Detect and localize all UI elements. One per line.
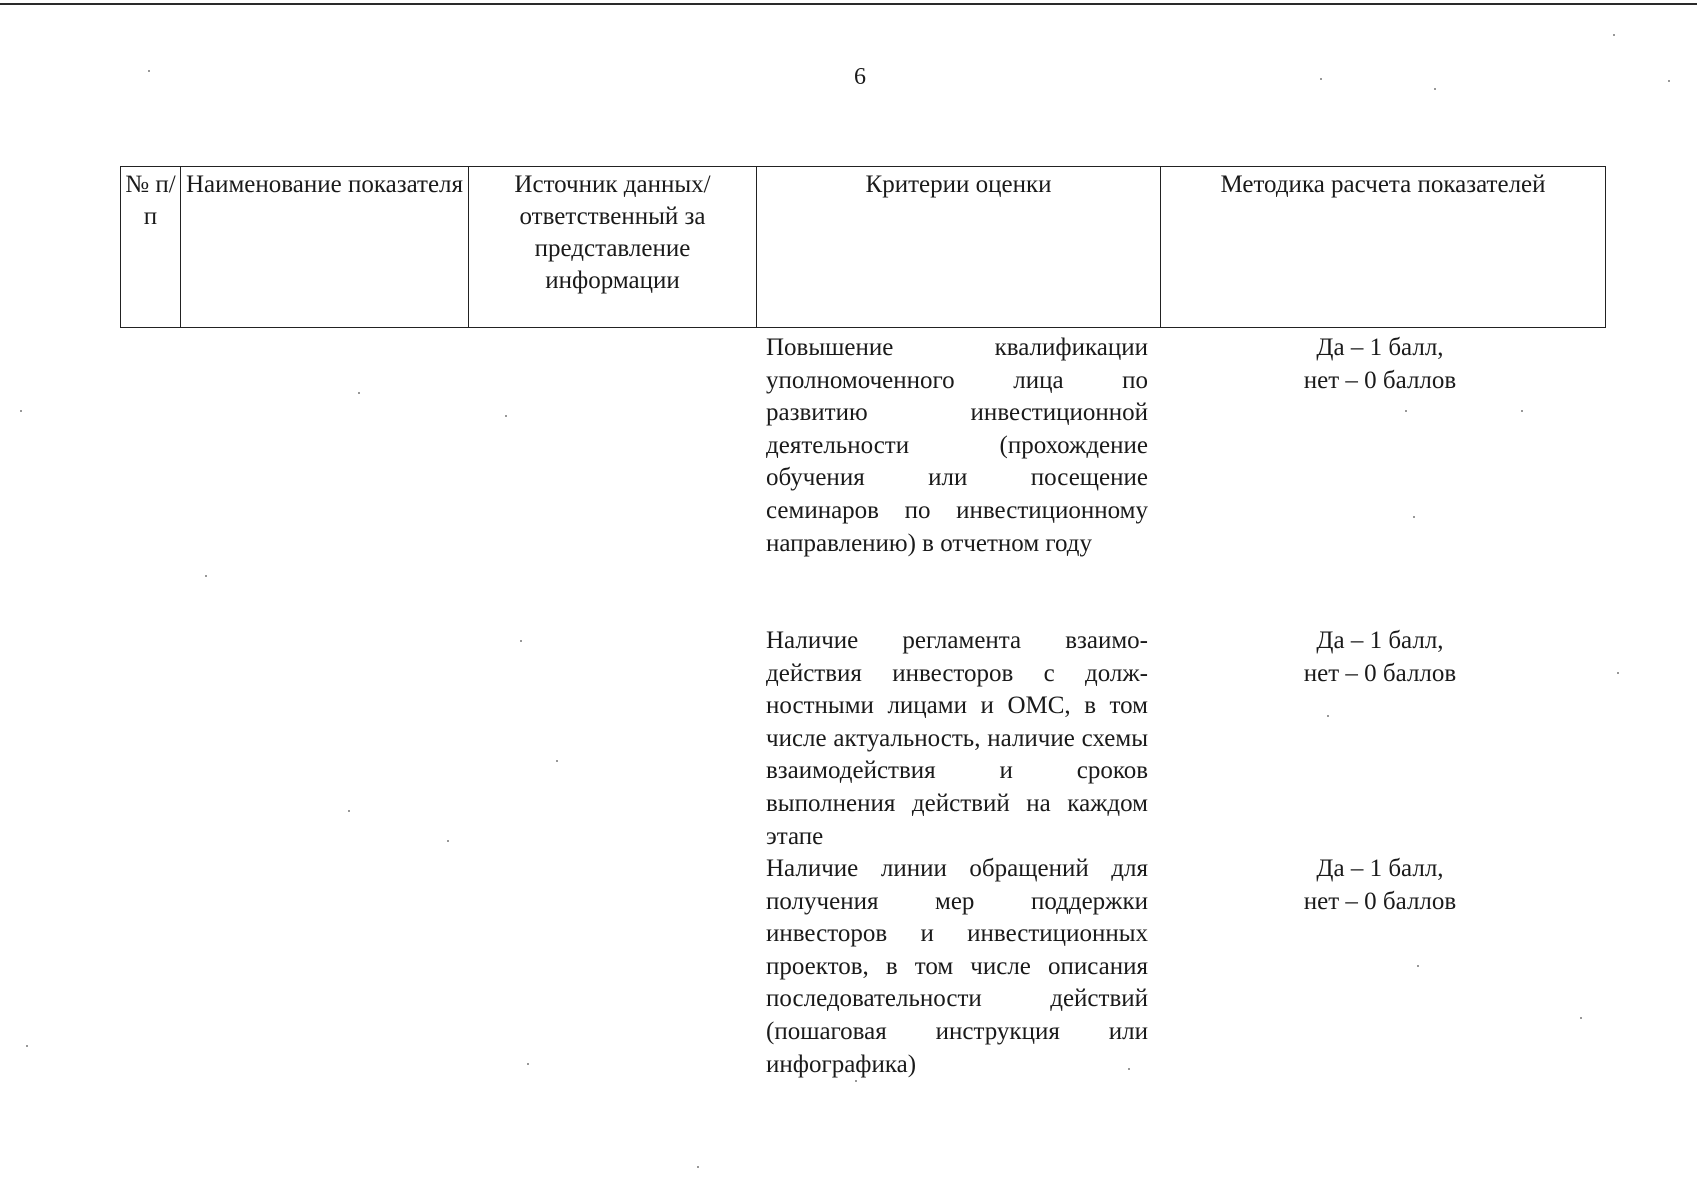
criteria-text: Наличие линии обращений для получения мер поддержки инвесторов и инвестиционных проектов, в том числе описания последовательности действий (пошаговая инструкция или инфографика) (766, 855, 1148, 1078)
scan-speck (1417, 965, 1419, 967)
score-method (1240, 625, 1520, 690)
score-no: нет – 0 баллов (1303, 659, 1457, 687)
score-no: нет – 0 баллов (1303, 887, 1457, 915)
criteria-text: Повышение квалификации уполномоченного лица по развитию инвестиционной деятельности (прохождение обучения или посещение семинаров по инвестиционному направлению) в отчетном году (766, 334, 1148, 557)
scan-speck (26, 1045, 28, 1047)
scan-speck (1327, 715, 1329, 717)
column-header-number: № п/п (121, 167, 181, 328)
score-yes: Да – 1 балл, (1316, 627, 1444, 654)
score-yes: Да – 1 балл, (1316, 855, 1444, 882)
column-header-data-source: Источник данных/ ответственный за представление информации (469, 167, 757, 328)
scan-speck (348, 810, 350, 812)
scan-speck (447, 840, 449, 842)
scan-speck (1434, 88, 1436, 90)
scan-speck (358, 392, 360, 394)
scan-speck (1668, 80, 1670, 82)
criteria-text: Наличие регламента взаимодействия инвесторов с должностными лицами и ОМС, в том числе актуальность, наличие схемы взаимодействия и сроков выполнения действий на каждом этапе (766, 627, 1148, 850)
scan-speck (1405, 410, 1407, 412)
header-row (121, 167, 1606, 328)
scan-speck (505, 415, 507, 417)
score-no: нет – 0 баллов (1303, 366, 1457, 394)
scan-speck (1617, 672, 1619, 674)
scan-speck (556, 760, 558, 762)
score-method (1240, 332, 1520, 397)
column-header-criteria: Критерии оценки (757, 167, 1161, 328)
scan-speck (1580, 1017, 1582, 1019)
scan-speck (697, 1166, 699, 1168)
scan-speck (148, 70, 150, 72)
top-border-line (0, 3, 1697, 5)
scan-speck (1320, 78, 1322, 80)
scan-speck (1613, 34, 1615, 36)
scan-speck (1128, 1068, 1130, 1070)
scan-speck (520, 640, 522, 642)
scan-speck (527, 1063, 529, 1065)
scan-speck (855, 1080, 857, 1082)
scan-speck (20, 410, 22, 412)
scan-speck (1521, 410, 1523, 412)
column-header-indicator-name: Наименование показателя (181, 167, 469, 328)
page-number: 6 (854, 64, 866, 90)
score-method (1240, 853, 1520, 918)
indicators-table-header (120, 166, 1606, 328)
scan-speck (1413, 516, 1415, 518)
score-yes: Да – 1 балл, (1316, 334, 1444, 361)
scan-speck (205, 575, 207, 577)
column-header-methodology: Методика расчета показателей (1161, 167, 1606, 328)
